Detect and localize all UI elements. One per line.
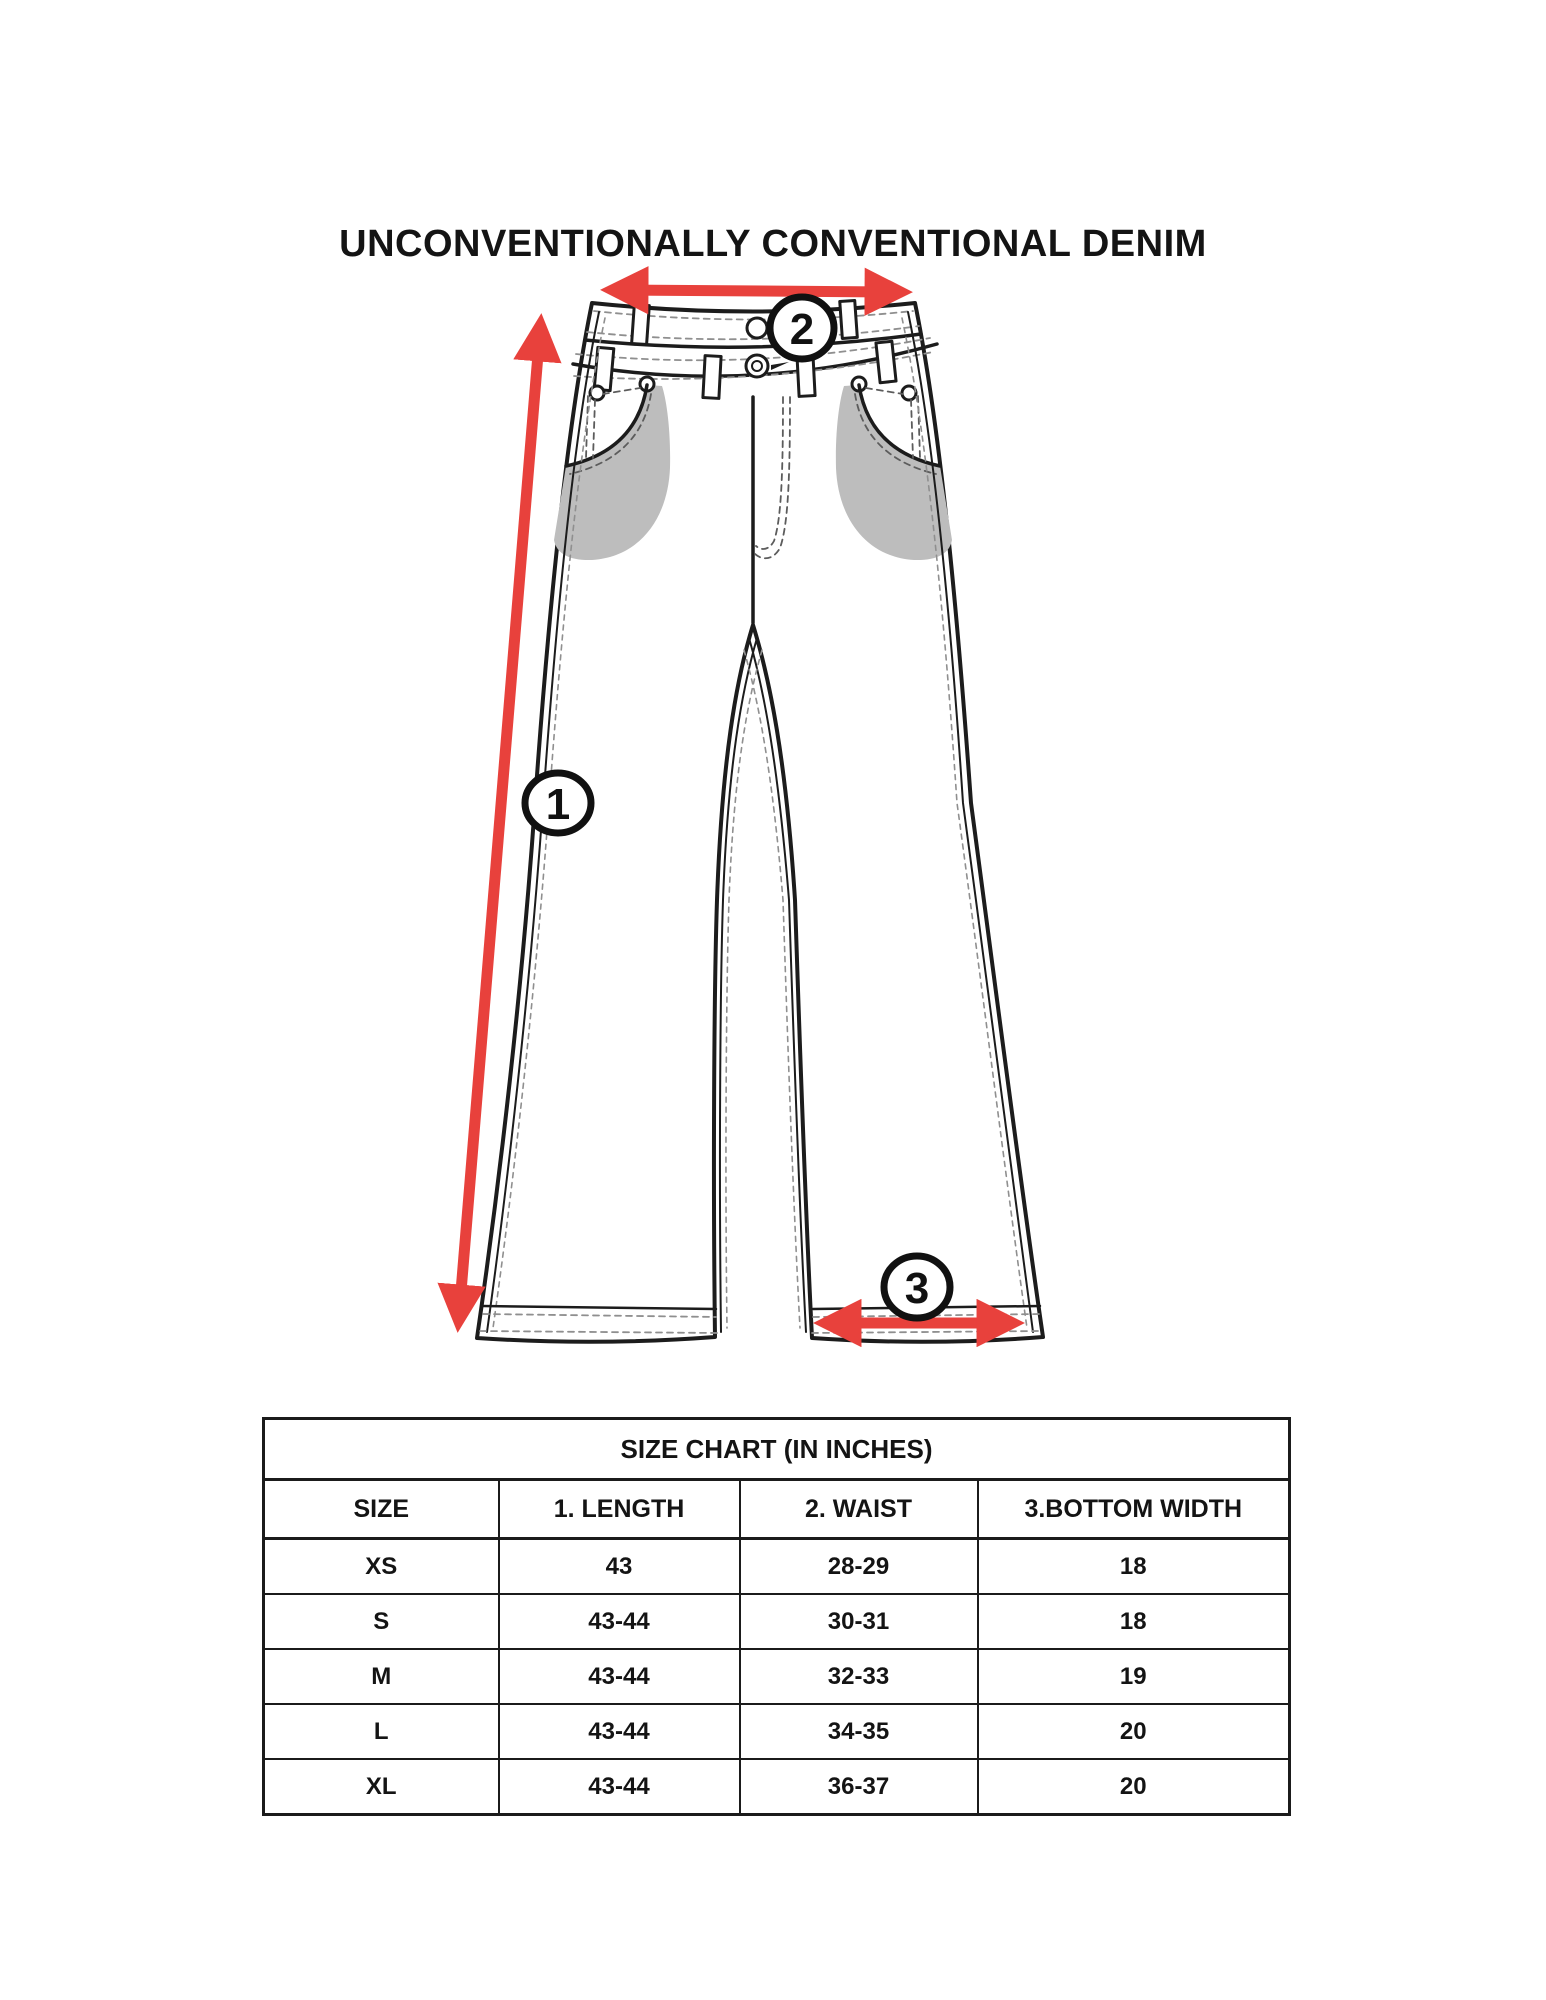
bottom-width-marker-label: 3 <box>904 1264 930 1313</box>
cell-bottom-width: 18 <box>978 1539 1290 1595</box>
length-marker-label: 1 <box>545 780 571 829</box>
col-header-waist: 2. WAIST <box>740 1480 978 1539</box>
size-chart-header-row <box>264 1480 1290 1539</box>
size-chart-table <box>262 1417 1291 1816</box>
table-row <box>264 1594 1290 1649</box>
cell-length: 43-44 <box>499 1704 740 1759</box>
size-chart-title-row <box>264 1419 1290 1480</box>
cell-size: L <box>264 1704 499 1759</box>
cell-waist: 28-29 <box>740 1539 978 1595</box>
table-row <box>264 1759 1290 1815</box>
page-title: UNCONVENTIONALLY CONVENTIONAL DENIM <box>339 223 1207 266</box>
table-row <box>264 1649 1290 1704</box>
cell-bottom-width: 20 <box>978 1759 1290 1815</box>
cell-length: 43-44 <box>499 1759 740 1815</box>
cell-size: XL <box>264 1759 499 1815</box>
cell-length: 43-44 <box>499 1649 740 1704</box>
col-header-size: SIZE <box>264 1480 499 1539</box>
cell-size: XS <box>264 1539 499 1595</box>
cell-waist: 32-33 <box>740 1649 978 1704</box>
cell-waist: 30-31 <box>740 1594 978 1649</box>
cell-waist: 36-37 <box>740 1759 978 1815</box>
col-header-bottom-width: 3.BOTTOM WIDTH <box>978 1480 1290 1539</box>
size-chart-title: SIZE CHART (IN INCHES) <box>264 1419 1290 1480</box>
waist-marker-label: 2 <box>789 305 815 354</box>
col-header-length: 1. LENGTH <box>499 1480 740 1539</box>
waist-arrow <box>617 290 896 292</box>
cell-size: M <box>264 1649 499 1704</box>
cell-bottom-width: 20 <box>978 1704 1290 1759</box>
cell-length: 43 <box>499 1539 740 1595</box>
jeans-diagram <box>430 250 1150 1370</box>
cell-bottom-width: 19 <box>978 1649 1290 1704</box>
cell-waist: 34-35 <box>740 1704 978 1759</box>
table-row <box>264 1539 1290 1595</box>
cell-bottom-width: 18 <box>978 1594 1290 1649</box>
table-row <box>264 1704 1290 1759</box>
cell-size: S <box>264 1594 499 1649</box>
cell-length: 43-44 <box>499 1594 740 1649</box>
